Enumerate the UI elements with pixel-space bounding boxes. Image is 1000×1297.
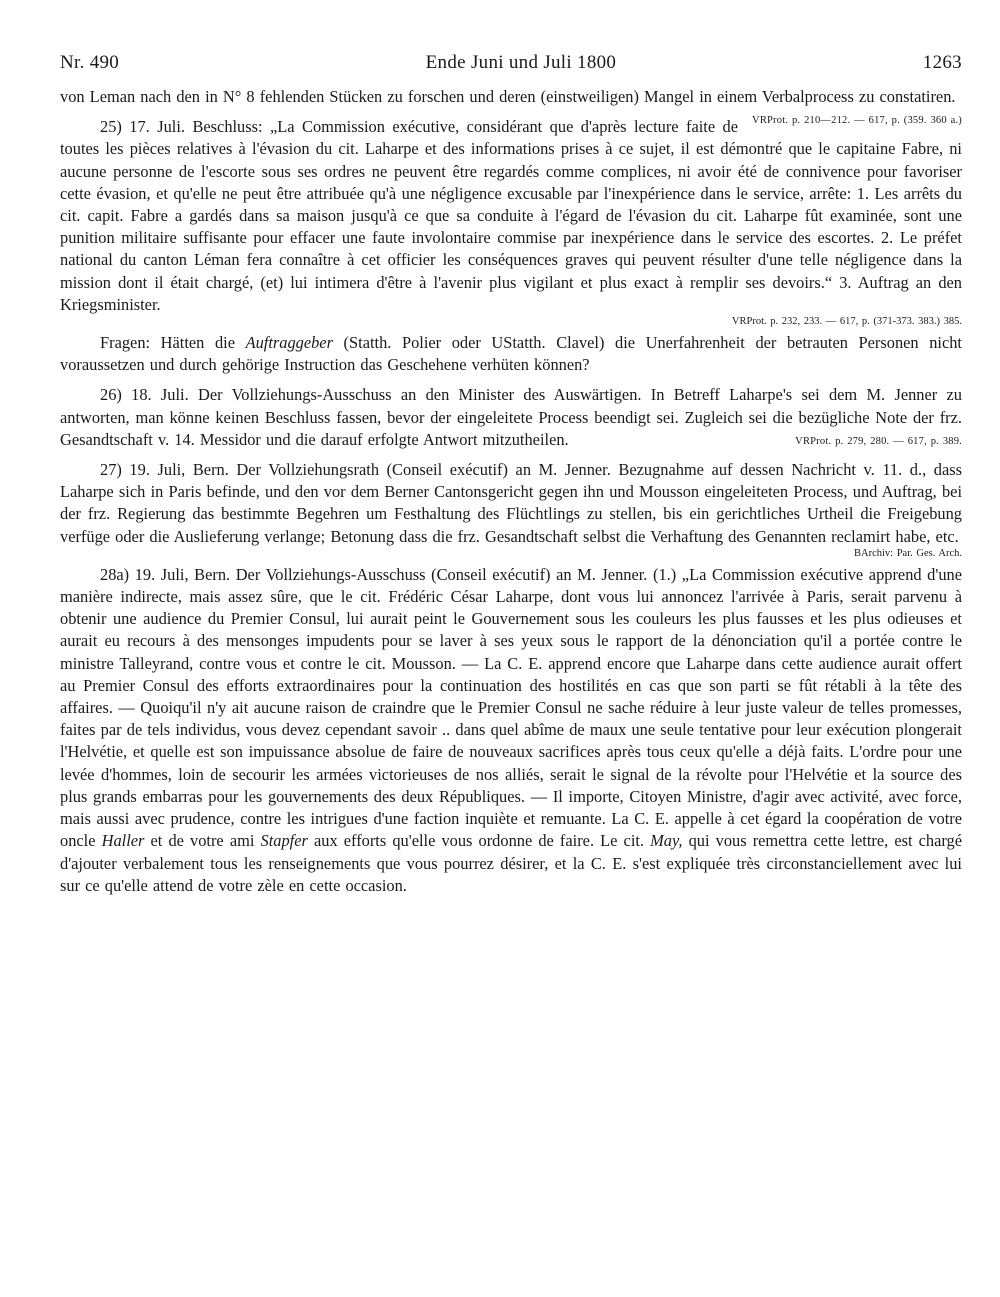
italic-name-stapfer: Stapfer	[260, 831, 308, 851]
paragraph-text: 26) 18. Juli. Der Vollziehungs-Ausschuss an den Minister des Auswärtigen. In Betreff Laharpe's sei dem M. Jenner zu antworten, man könne keinen Beschluss fassen, bevor der eingeleitete Process beendigt sei. Zugleich sei die bezügliche Note der frz. Gesandtschaft v. 14. Messidor und die darauf erfolgte Antwort mitzutheilen.	[60, 385, 962, 449]
paragraph-26	[60, 384, 962, 451]
paragraph-27	[60, 459, 962, 548]
paragraph-text-a: 28a) 19. Juli, Bern. Der Vollziehungs-Ausschuss (Conseil exécutif) an M. Jenner. (1.) „La Commission exécutive apprend d'une manière indirecte, mais assez sûre, que le cit. Frédéric César Laharpe, dont vous lui annoncez l'arrivée à Paris, serait parvenu à obtenir une audience du Premier Consul, lui aurait peint le Gouvernement sous les couleurs les plus fausses et les plus odieuses et aurait eu recours à des mensonges impudents pour se laver à ses yeux sous le rapport de la dénonciation qu'il a portée contre le ministre Talleyrand, contre vous et contre le cit. Mousson. — La C. E. apprend encore que Laharpe dans cette audience aurait offert au Premier Consul des efforts extraordinaires pour la continuation des hostilités en cas que son parti se fût rétabli à la tête des affaires. — Quoiqu'il n'y ait aucune raison de craindre que le Premier Consul ne sache réduire à leur juste valeur de telles promesses, faites par de tels individus, vous devez cependant savoir .. dans quel abîme de maux une seule tentative pour leur exécution plongerait l'Helvétie, et quelle est son impuissance absolue de faire de nouveaux sacrifices après tous ceux qu'elle a déjà faits. L'ordre pour une levée d'hommes, loin de secourir les armées victorieuses de nos alliés, serait le signal de la révolte pour l'Helvétie et la source des plus grands embarras pour les gouvernements des deux Républiques. — Il importe, Citoyen Ministre, d'agir avec activité, avec force, mais aussi avec prudence, contre les intrigues d'une faction inquiète et remuante. La C. E. appelle à cet égard la coopération de votre oncle	[60, 564, 962, 851]
question-text-a: Fragen: Hätten die	[100, 333, 246, 353]
running-header	[60, 52, 962, 86]
paragraph-text-d: qui vous remettra cette lettre, est chargé d'ajouter verbalement tous les renseignements que vous pourrez désirer, et la C. E. s'est expliquée très circonstanciellement avec lui sur ce qu'elle attend de votre zèle en cette occasion.	[60, 831, 963, 895]
body-text	[60, 86, 962, 897]
paragraph-text: 27) 19. Juli, Bern. Der Vollziehungsrath (Conseil exécutif) an M. Jenner. Bezugnahme auf dessen Nachricht v. 11. d., dass Laharpe sich in Paris befinde, und den vor dem Berner Cantonsgericht gegen ihn und Mousson eingeleiteten Process, und Auftrag, bei der frz. Regierung das bestimmte Begehren um Festhaltung des Flüchtlings zu stellen, bis ein gerichtliches Urtheil die Freigebung verfüge oder die Auslieferung verlange; Betonung dass die frz. Gesandtschaft selbst die Verhaftung des Genannten reclamirt habe, etc.	[60, 460, 962, 546]
paragraph-text-b: et de votre ami	[144, 831, 261, 851]
paragraph-text-c: aux efforts qu'elle vous ordonne de faire. Le cit.	[307, 831, 651, 851]
paragraph-28a	[60, 564, 962, 897]
paragraph-text: 25) 17. Juli. Beschluss: „La Commission exécutive, considérant que d'après lecture faite de toutes les pièces relatives à l'évasion du cit. Laharpe et des informations prises à ce sujet, il est démontré que le capitaine Fabre, ni aucune personne de l'escorte sous ses ordres ne peuvent être regardés comme complices, ni avoir été de connivence pour favoriser cette évasion, et qu'elle ne peut être attribuée qu'à une négligence excusable par l'inexpérience dans le service, arrête: 1. Les arrêts du cit. capit. Fabre a gardés dans sa maison jusqu'à ce que sa conduite à l'égard de l'évasion du cit. Laharpe fût examinée, sont une punition militaire suffisante pour effacer une faute involontaire commise par inexpérience dans le service des escortes. 2. Le préfet national du canton Léman fera connaître à cet officier les conséquences graves qui peuvent résulter d'une telle négligence dans la mission dont il était chargé, (et) lui intimera d'être à l'avenir plus vigilant et plus exact à remplir ses devoirs.“ 3. Auftrag an den Kriegsminister.	[60, 117, 962, 314]
paragraph-text: von Leman nach den in N° 8 fehlenden Stücken zu forschen und deren (einstweiligen) Mangel in einem Verbalprocess zu constatiren.	[60, 87, 956, 106]
source-reference: BArchiv: Par. Ges. Arch.	[854, 547, 962, 559]
italic-term: Auftraggeber	[245, 333, 333, 353]
italic-name-may: May,	[650, 831, 683, 851]
question-text-b: (Statth. Polier oder UStatth. Clavel) die Unerfahrenheit der betrauten Personen nicht voraussetzen und durch gehörige Instruction das Geschehene verhüten können?	[60, 333, 962, 375]
paragraph-25-question	[60, 332, 962, 376]
paragraph-25	[60, 116, 962, 316]
header-date-range: Ende Juni und Juli 1800	[425, 52, 617, 73]
header-page-number: 1263	[922, 52, 962, 73]
source-reference: VRProt. p. 279, 280. — 617, p. 389.	[795, 435, 962, 447]
source-reference: VRProt. p. 210—212. — 617, p. (359. 360 a.)	[752, 115, 962, 127]
document-page	[60, 52, 962, 897]
paragraph-continued	[60, 86, 962, 127]
italic-name-haller: Haller	[101, 831, 145, 851]
source-reference: VRProt. p. 232, 233. — 617, p. (371-373. 383.) 385.	[731, 316, 962, 328]
header-entry-number: Nr. 490	[60, 52, 120, 73]
